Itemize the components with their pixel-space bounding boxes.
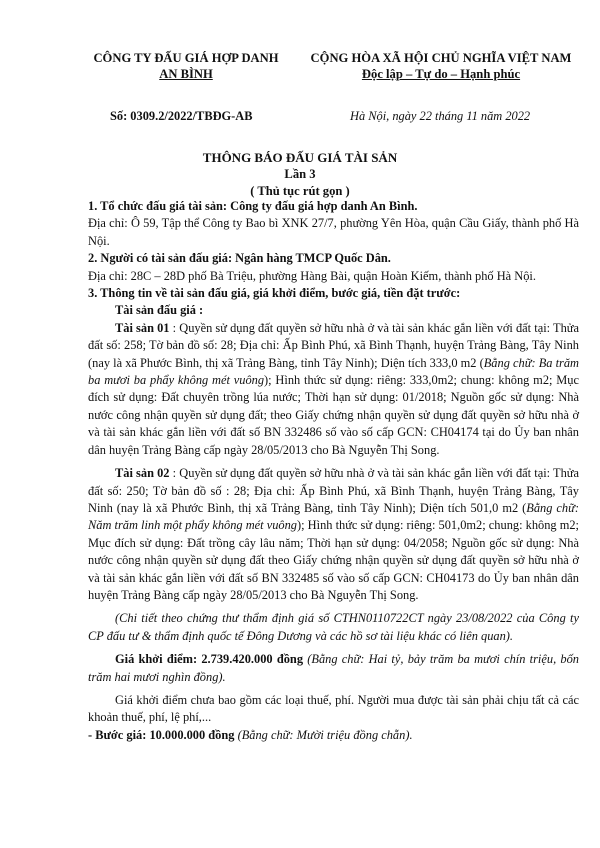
org-name-line1: CÔNG TY ĐẤU GIÁ HỢP DANH — [93, 51, 279, 65]
document-date: Hà Nội, ngày 22 tháng 11 năm 2022 — [350, 109, 531, 123]
asset-2-label: Tài sản 02 — [115, 466, 170, 481]
asset-2-text-a: : Quyền sử dụng đất quyền sở hữu nhà ở và tài sản khác gắn liền với đất tại: Thửa đất số: 250; Tờ bản đồ số : 28; Địa chỉ: Ấp Bình Phú, xã Bình Thạnh, huyện Trảng Bàng, Tây Ninh (nay là xã Phước Bình, thị xã Trảng Bàng, tỉnh Tây Ninh); Diện tích 501,0 m2 ( — [88, 466, 579, 515]
starting-price — [88, 651, 579, 686]
section-3-heading: 3. Thông tin về tài sản đấu giá, giá khởi điểm, bước giá, tiền đặt trước: — [88, 286, 461, 301]
org-name-line2: AN BÌNH — [159, 67, 213, 81]
starting-price-amount: Giá khởi điểm: 2.739.420.000 đồng — [115, 652, 304, 667]
bid-step-words: (Bằng chữ: Mười triệu đồng chẵn). — [234, 727, 413, 742]
asset-1-paragraph — [88, 320, 579, 459]
section-2-heading: 2. Người có tài sản đấu giá: Ngân hàng TMCP Quốc Dân. — [88, 251, 391, 266]
asset-1-text-a: : Quyền sử dụng đất quyền sở hữu nhà ở và tài sản khác gắn liền với đất tại: Thửa đất số: 258; Tờ bản đồ số: 28; Địa chỉ: Ấp Bình Phú, xã Bình Thạnh, huyện Trảng Bàng, Tây Ninh (nay là xã Phước Bình, thị xã Trảng Bàng, tỉnh Tây Ninh); Diện tích 333,0 m2 ( — [88, 320, 579, 370]
nation-title: CỘNG HÒA XÃ HỘI CHỦ NGHĨA VIỆT NAM — [310, 51, 572, 65]
document-number: Số: 0309.2/2022/TBĐG-AB — [110, 109, 253, 123]
national-header — [296, 50, 586, 82]
appraisal-note: (Chi tiết theo chứng thư thẩm định giá số CTHN0110722CT ngày 23/08/2022 của Công ty CP đấu tư & thẩm định quốc tế Đông Dương và các hồ sơ tài liệu khác có liên quan). — [88, 611, 579, 643]
bid-step-amount: - Bước giá: 10.000.000 đồng — [88, 727, 235, 742]
document-body — [88, 198, 579, 744]
auction-round: Lần 3 — [284, 167, 316, 181]
asset-2-text-b: ); Hình thức sử dụng: riêng: 501,0m2; chung: không m2; Mục đích sử dụng: Đất trồng cây lâu năm; Thời hạn sử dụng: 04/2058; Nguồn gốc sử dụng: Nhà nước công nhận quyền sử dụng đất theo Giấy chứng nhận quyền sử dụng đất quyền sở hữu nhà ở và tài sản khác gắn liền với đất số BN 332485 số vào số cấp GCN: CH04173 do Ủy ban nhân dân huyện Trảng Bàng cấp ngày 28/05/2013 cho Bà Nguyễn Thị Song. — [88, 518, 579, 602]
asset-2-paragraph — [88, 465, 579, 604]
asset-heading: Tài sản đấu giá : — [115, 303, 204, 318]
asset-1-area-words: Bằng chữ: Ba trăm ba mươi ba phẩy không mét vuông — [88, 355, 579, 388]
starting-price-words: (Bằng chữ: Hai tỷ, bảy trăm ba mươi chín triệu, bốn trăm hai mươi nghìn đồng). — [88, 652, 579, 684]
organization-header — [86, 50, 286, 82]
asset-1-label: Tài sản 01 — [115, 320, 170, 335]
asset-2-area-words: Bằng chữ: Năm trăm linh một phẩy không mét vuông — [88, 500, 579, 533]
nation-motto: Độc lập – Tự do – Hạnh phúc — [361, 67, 521, 81]
document-title: THÔNG BÁO ĐẤU GIÁ TÀI SẢN — [202, 150, 398, 165]
section-1-address: Địa chỉ: Ô 59, Tập thể Công ty Bao bì XNK 27/7, phường Yên Hòa, quận Cầu Giấy, thành phố Hà Nội. — [88, 216, 579, 248]
section-1-heading: 1. Tổ chức đấu giá tài sản: Công ty đấu giá hợp danh An Bình. — [88, 199, 418, 213]
tax-note: Giá khởi điểm chưa bao gồm các loại thuế, phí. Người mua được tài sản phải chịu tất cả các khoản thuế, phí, lệ phí,... — [88, 692, 579, 725]
bid-step — [88, 727, 579, 744]
section-2-address: Địa chỉ: 28C – 28D phố Bà Triệu, phường Hàng Bài, quận Hoàn Kiếm, thành phố Hà Nội. — [88, 268, 536, 283]
asset-1-text-b: ); Hình thức sử dụng: riêng: 333,0m2; chung: không m2; Mục đích sử dụng: Đất chuyên trồng lúa nước; Thời hạn sử dụng: 01/2018; Nguồn gốc sử dụng: Nhà nước công nhận quyền sử dụng đất; theo Giấy chứng nhận quyền sử dụng đất quyền sở hữu nhà ở và tài sản khác gắn liền với đất số BN 332486 số vào số cấp GCN: CH04174 tại do Ủy ban nhân dân huyện Trảng Bàng cấp ngày 28/05/2013 cho Bà Nguyễn Thị Song. — [88, 373, 579, 457]
procedure-type: ( Thủ tục rút gọn ) — [250, 184, 350, 198]
